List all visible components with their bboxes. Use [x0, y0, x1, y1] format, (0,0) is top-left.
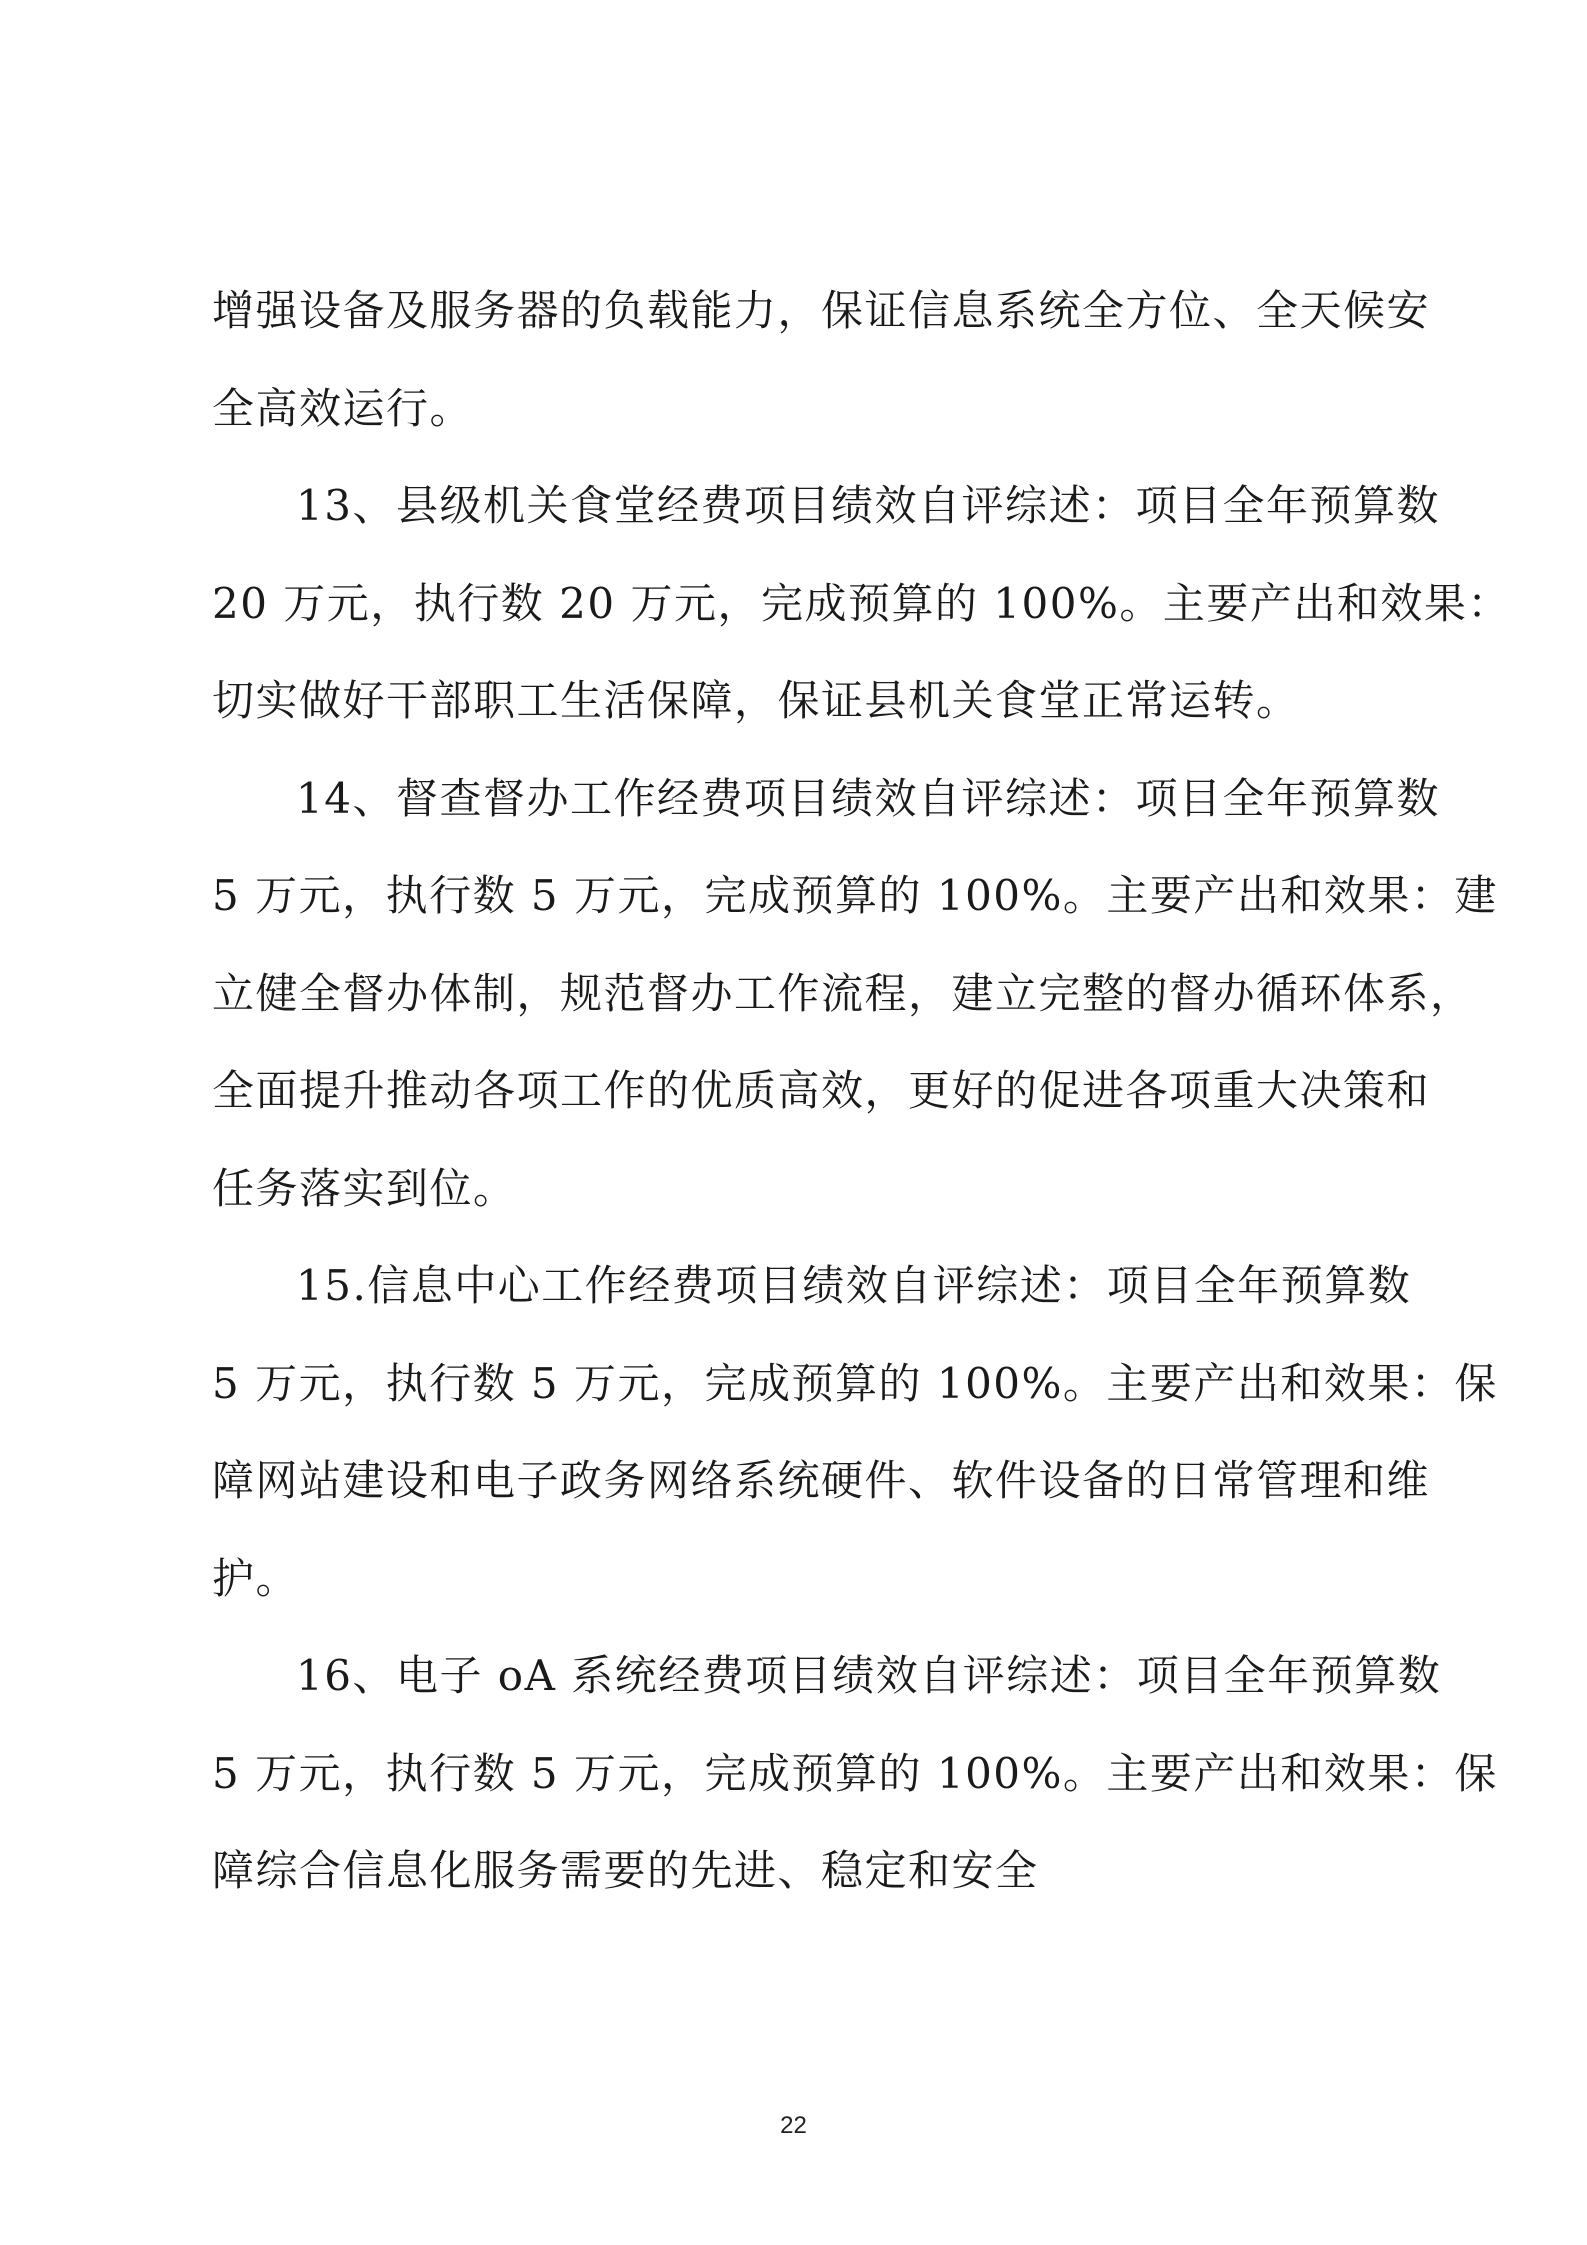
text-line: 障综合信息化服务需要的先进、稳定和安全 [212, 1846, 1039, 1895]
body-text [212, 262, 1511, 1920]
text-line: 障网站建设和电子政务网络系统硬件、软件设备的日常管理和维 [212, 1456, 1431, 1505]
text-line: 5 万元，执行数 5 万元，完成预算的 100%。主要产出和效果：建 [212, 871, 1498, 920]
paragraph-15-start: 15.信息中心工作经费项目绩效自评综述：项目全年预算数 [296, 1261, 1412, 1310]
text-line: 20 万元，执行数 20 万元，完成预算的 100%。主要产出和效果： [212, 578, 1511, 628]
text-line: 护。 [212, 1553, 300, 1603]
text-line: 增强设备及服务器的负载能力，保证信息系统全方位、全天候安 [212, 286, 1431, 335]
text-line: 任务落实到位。 [212, 1163, 517, 1213]
text-line: 全高效运行。 [212, 383, 474, 433]
text-line: 切实做好干部职工生活保障，保证县机关食堂正常运转。 [212, 676, 1300, 725]
page-number: 22 [780, 2112, 807, 2139]
text-line: 5 万元，执行数 5 万元，完成预算的 100%。主要产出和效果：保 [212, 1358, 1498, 1408]
paragraph-16-start: 16、电子 oA 系统经费项目绩效自评综述：项目全年预算数 [296, 1651, 1442, 1700]
paragraph-13-start: 13、县级机关食堂经费项目绩效自评综述：项目全年预算数 [296, 481, 1440, 530]
text-line: 全面提升推动各项工作的优质高效，更好的促进各项重大决策和 [212, 1066, 1431, 1115]
text-line: 立健全督办体制，规范督办工作流程，建立完整的督办循环体系， [212, 968, 1474, 1018]
text-line: 5 万元，执行数 5 万元，完成预算的 100%。主要产出和效果：保 [212, 1748, 1498, 1798]
paragraph-14-start: 14、督查督办工作经费项目绩效自评综述：项目全年预算数 [296, 773, 1440, 823]
